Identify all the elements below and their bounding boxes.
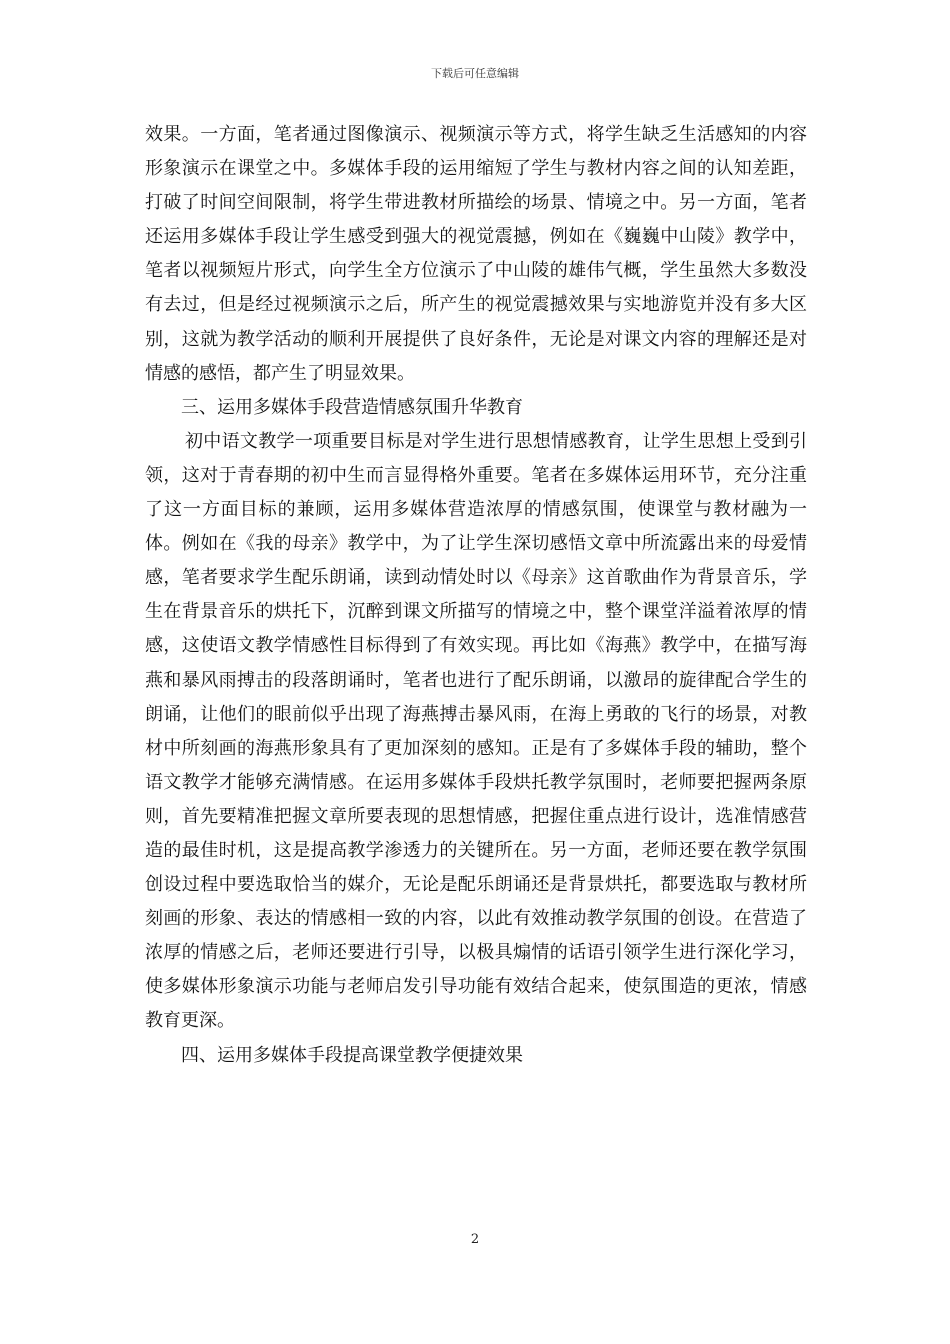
page-header: 下载后可任意编辑	[431, 67, 519, 80]
paragraph-continuation: 效果。一方面，笔者通过图像演示、视频演示等方式，将学生缺乏生活感知的内容形象演示在课堂之中。多媒体手段的运用缩短了学生与教材内容之间的认知差距，打破了时间空间限制，将学生带进教材所描绘的场景、情境之中。另一方面，笔者还运用多媒体手段让学生感受到强大的视觉震撼，例如在《巍巍中山陵》教学中，笔者以视频短片形式，向学生全方位演示了中山陵的雄伟气概，学生虽然大多数没有去过，但是经过视频演示之后，所产生的视觉震撼效果与实地游览并没有多大区别，这就为教学活动的顺利开展提供了良好条件，无论是对课文内容的理解还是对情感的感悟，都产生了明显效果。	[145, 124, 807, 384]
paragraph-section-3: 初中语文教学一项重要目标是对学生进行思想情感教育，让学生思想上受到引领，这对于青春期的初中生而言显得格外重要。笔者在多媒体运用环节，充分注重了这一方面目标的兼顾，运用多媒体营造浓厚的情感氛围，使课堂与教材融为一体。例如在《我的母亲》教学中，为了让学生深切感悟文章中所流露出来的母爱情感，笔者要求学生配乐朗诵，读到动情处时以《母亲》这首歌曲作为背景音乐，学生在背景音乐的烘托下，沉醉到课文所描写的情境之中，整个课堂洋溢着浓厚的情感，这使语文教学情感性目标得到了有效实现。再比如《海燕》教学中，在描写海燕和暴风雨搏击的段落朗诵时，笔者也进行了配乐朗诵，以激昂的旋律配合学生的朗诵，让他们的眼前似乎出现了海燕搏击暴风雨，在海上勇敢的飞行的场景，对教材中所刻画的海燕形象具有了更加深刻的感知。正是有了多媒体手段的辅助，整个语文教学才能够充满情感。在运用多媒体手段烘托教学氛围时，老师要把握两条原则，首先要精准把握文章所要表现的思想情感，把握住重点进行设计，选准情感营造的最佳时机，这是提高教学渗透力的关键所在。另一方面，老师还要在教学氛围创设过程中要选取恰当的媒介，无论是配乐朗诵还是背景烘托，都要选取与教材所刻画的形象、表达的情感相一致的内容，以此有效推动教学氛围的创设。在营造了浓厚的情感之后，老师还要进行引导，以极具煽情的话语引领学生进行深化学习，使多媒体形象演示功能与老师启发引导功能有效结合起来，使氛围造的更浓，情感教育更深。	[145, 430, 807, 1032]
page-number: 2	[470, 1232, 480, 1247]
section-heading-4: 四、运用多媒体手段提高课堂教学便捷效果	[181, 1044, 523, 1066]
document-body	[145, 118, 807, 1073]
section-heading-3: 三、运用多媒体手段营造情感氛围升华教育	[181, 396, 523, 418]
